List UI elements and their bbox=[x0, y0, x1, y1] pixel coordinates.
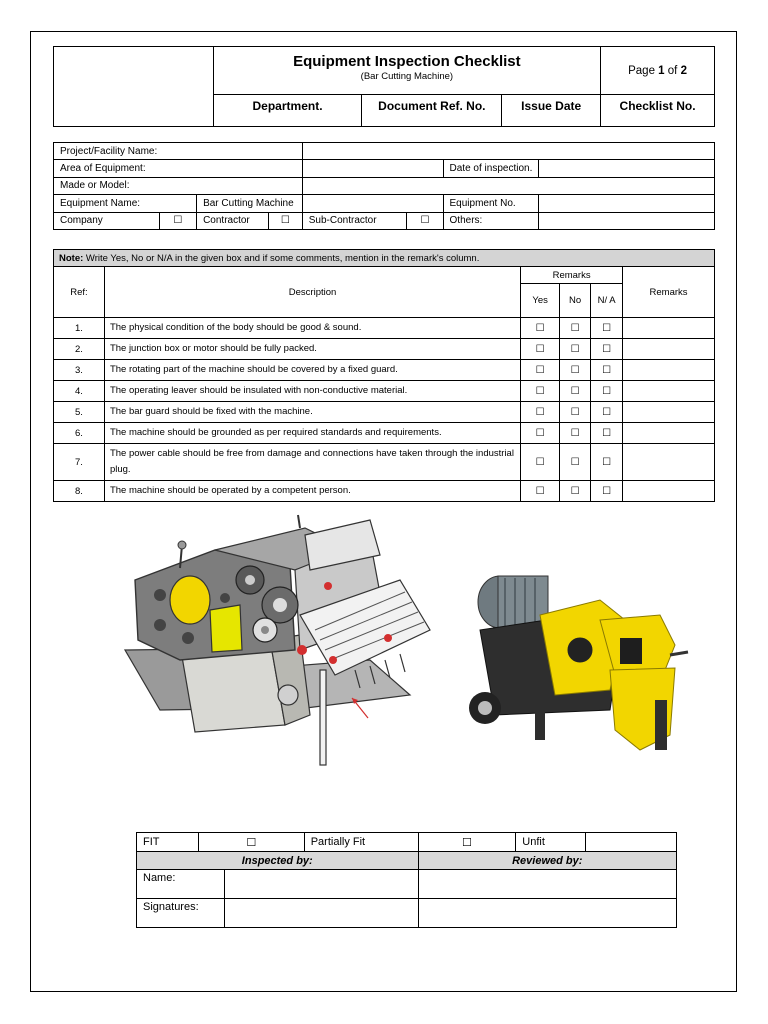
na-checkbox[interactable]: ☐ bbox=[591, 402, 623, 423]
unfit-checkbox[interactable] bbox=[586, 833, 677, 852]
description-cell: The bar guard should be fixed with the machine. bbox=[104, 402, 520, 423]
fit-label: FIT bbox=[137, 833, 199, 852]
info-table bbox=[53, 142, 715, 230]
na-checkbox[interactable]: ☐ bbox=[591, 481, 623, 502]
page-number: Page 1 of 2 bbox=[601, 47, 715, 95]
yes-checkbox[interactable]: ☐ bbox=[521, 444, 560, 481]
na-checkbox[interactable]: ☐ bbox=[591, 339, 623, 360]
checklist-row bbox=[54, 318, 715, 339]
project-field[interactable] bbox=[302, 143, 714, 160]
remarks-field[interactable] bbox=[623, 360, 715, 381]
checklist-row bbox=[54, 423, 715, 444]
model-label: Made or Model: bbox=[54, 177, 303, 194]
project-label: Project/Facility Name: bbox=[54, 143, 303, 160]
yes-checkbox[interactable]: ☐ bbox=[521, 423, 560, 444]
description-header: Description bbox=[104, 267, 520, 318]
description-cell: The power cable should be free from damage and connections have taken through the industrial plug. bbox=[104, 444, 520, 481]
yes-checkbox[interactable]: ☐ bbox=[521, 360, 560, 381]
description-cell: The junction box or motor should be fully packed. bbox=[104, 339, 520, 360]
logo-cell bbox=[54, 47, 214, 127]
ref-cell: 7. bbox=[54, 444, 105, 481]
ref-cell: 2. bbox=[54, 339, 105, 360]
equip-name-value: Bar Cutting Machine bbox=[197, 195, 303, 212]
area-label: Area of Equipment: bbox=[54, 160, 303, 177]
ref-cell: 3. bbox=[54, 360, 105, 381]
others-label: Others: bbox=[443, 212, 539, 229]
yes-checkbox[interactable]: ☐ bbox=[521, 339, 560, 360]
model-field[interactable] bbox=[302, 177, 714, 194]
checklist-row bbox=[54, 481, 715, 502]
area-field[interactable] bbox=[302, 160, 443, 177]
remarks-field[interactable] bbox=[623, 481, 715, 502]
checklist-no-header: Checklist No. bbox=[601, 95, 715, 127]
assessment-table bbox=[136, 832, 677, 928]
equip-no-label: Equipment No. bbox=[443, 195, 539, 212]
ref-cell: 4. bbox=[54, 381, 105, 402]
yes-header: Yes bbox=[521, 284, 560, 318]
bar-cutting-machine-photo bbox=[460, 560, 690, 760]
ref-cell: 6. bbox=[54, 423, 105, 444]
issue-date-header: Issue Date bbox=[502, 95, 601, 127]
contractor-checkbox[interactable]: ☐ bbox=[268, 212, 302, 229]
remarks-group-header: Remarks bbox=[521, 267, 623, 284]
unfit-label: Unfit bbox=[516, 833, 586, 852]
reviewed-name-field[interactable] bbox=[418, 870, 676, 899]
na-checkbox[interactable]: ☐ bbox=[591, 360, 623, 381]
no-header: No bbox=[560, 284, 591, 318]
na-checkbox[interactable]: ☐ bbox=[591, 423, 623, 444]
subcontractor-checkbox[interactable]: ☐ bbox=[407, 212, 443, 229]
no-checkbox[interactable]: ☐ bbox=[560, 423, 591, 444]
no-checkbox[interactable]: ☐ bbox=[560, 481, 591, 502]
docref-header: Document Ref. No. bbox=[362, 95, 502, 127]
machine-illustration bbox=[120, 510, 438, 772]
equip-name-field[interactable] bbox=[302, 195, 443, 212]
reviewed-signature-field[interactable] bbox=[418, 899, 676, 928]
company-checkbox[interactable]: ☐ bbox=[159, 212, 196, 229]
ref-cell: 8. bbox=[54, 481, 105, 502]
note-row: Note: Write Yes, No or N/A in the given box and if some comments, mention in the remark's column. bbox=[54, 250, 715, 267]
description-cell: The machine should be operated by a competent person. bbox=[104, 481, 520, 502]
no-checkbox[interactable]: ☐ bbox=[560, 339, 591, 360]
header-table bbox=[53, 46, 715, 127]
description-cell: The rotating part of the machine should be covered by a fixed guard. bbox=[104, 360, 520, 381]
contractor-label: Contractor bbox=[197, 212, 269, 229]
remarks-field[interactable] bbox=[623, 339, 715, 360]
checklist-row bbox=[54, 360, 715, 381]
checklist-row bbox=[54, 444, 715, 481]
remarks-field[interactable] bbox=[623, 423, 715, 444]
equip-no-field[interactable] bbox=[539, 195, 715, 212]
document-title: Equipment Inspection Checklist bbox=[293, 53, 521, 70]
checklist-table bbox=[53, 249, 715, 502]
remarks-field[interactable] bbox=[623, 402, 715, 423]
ref-cell: 5. bbox=[54, 402, 105, 423]
date-label: Date of inspection. bbox=[443, 160, 539, 177]
remarks-field[interactable] bbox=[623, 318, 715, 339]
remarks-field[interactable] bbox=[623, 381, 715, 402]
no-checkbox[interactable]: ☐ bbox=[560, 381, 591, 402]
na-checkbox[interactable]: ☐ bbox=[591, 318, 623, 339]
na-header: N/ A bbox=[591, 284, 623, 318]
na-checkbox[interactable]: ☐ bbox=[591, 444, 623, 481]
remarks-field[interactable] bbox=[623, 444, 715, 481]
checklist-row bbox=[54, 402, 715, 423]
no-checkbox[interactable]: ☐ bbox=[560, 318, 591, 339]
yes-checkbox[interactable]: ☐ bbox=[521, 318, 560, 339]
inspected-signature-field[interactable] bbox=[224, 899, 418, 928]
partial-label: Partially Fit bbox=[304, 833, 418, 852]
date-field[interactable] bbox=[539, 160, 715, 177]
yes-checkbox[interactable]: ☐ bbox=[521, 481, 560, 502]
ref-cell: 1. bbox=[54, 318, 105, 339]
checklist-row bbox=[54, 381, 715, 402]
no-checkbox[interactable]: ☐ bbox=[560, 402, 591, 423]
document-subtitle: (Bar Cutting Machine) bbox=[360, 71, 454, 82]
others-field[interactable] bbox=[539, 212, 715, 229]
remarks-header: Remarks bbox=[623, 267, 715, 318]
partial-checkbox[interactable]: ☐ bbox=[418, 833, 516, 852]
department-header: Department. bbox=[213, 95, 362, 127]
no-checkbox[interactable]: ☐ bbox=[560, 360, 591, 381]
reviewed-by-header: Reviewed by: bbox=[418, 852, 676, 870]
subcontractor-label: Sub-Contractor bbox=[302, 212, 407, 229]
title-cell bbox=[213, 47, 600, 95]
yes-checkbox[interactable]: ☐ bbox=[521, 402, 560, 423]
description-cell: The physical condition of the body should be good & sound. bbox=[104, 318, 520, 339]
signatures-label: Signatures: bbox=[137, 899, 225, 928]
inspected-name-field[interactable] bbox=[224, 870, 418, 899]
description-cell: The machine should be grounded as per required standards and requirements. bbox=[104, 423, 520, 444]
checklist-row bbox=[54, 339, 715, 360]
name-label: Name: bbox=[137, 870, 225, 899]
yes-checkbox[interactable]: ☐ bbox=[521, 381, 560, 402]
fit-checkbox[interactable]: ☐ bbox=[198, 833, 304, 852]
inspected-by-header: Inspected by: bbox=[137, 852, 419, 870]
no-checkbox[interactable]: ☐ bbox=[560, 444, 591, 481]
description-cell: The operating leaver should be insulated with non-conductive material. bbox=[104, 381, 520, 402]
ref-header: Ref: bbox=[54, 267, 105, 318]
na-checkbox[interactable]: ☐ bbox=[591, 381, 623, 402]
company-label: Company bbox=[54, 212, 160, 229]
equip-name-label: Equipment Name: bbox=[54, 195, 197, 212]
